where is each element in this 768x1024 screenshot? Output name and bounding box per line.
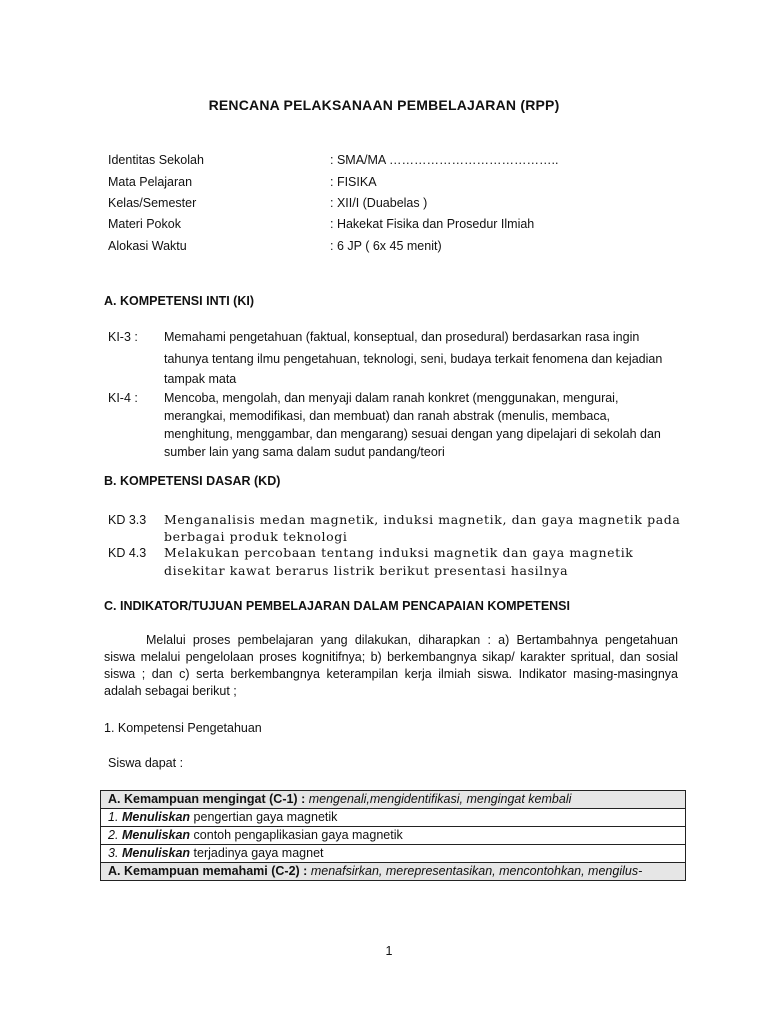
table-row xyxy=(101,791,686,809)
category-label: A. Kemampuan mengingat (C-1) : xyxy=(108,792,306,806)
table-cell xyxy=(101,827,686,845)
identity-value: : SMA/MA ………………………………….. xyxy=(330,153,559,167)
identity-label: Alokasi Waktu xyxy=(108,239,187,253)
category-verbs: menafsirkan, merepresentasikan, mencontohkan, mengilus- xyxy=(307,864,643,878)
ki3-line: Memahami pengetahuan (faktual, konseptual, dan prosedural) berdasarkan rasa ingin xyxy=(164,330,640,344)
item-number: 1. xyxy=(108,810,119,824)
ki4-code: KI-4 : xyxy=(108,391,138,405)
category-verbs: mengenali,mengidentifikasi, mengingat kembali xyxy=(305,792,572,806)
table-row xyxy=(101,845,686,863)
indicator-table xyxy=(100,790,686,881)
ki3-line: tampak mata xyxy=(164,372,237,386)
item-verb: Menuliskan xyxy=(122,846,191,860)
item-number: 2. xyxy=(108,828,119,842)
paragraph-text: Melalui proses pembelajaran yang dilakukan, diharapkan : a) Bertambahnya pengetahuan siswa melalui pengelolaan proses kognitifnya; b) berkembangnya sikap/ karakter spritual, dan sosial siswa ; dan c) serta berkembangnya keterampilan kerja ilmiah siswa. Indikator masing-masingnya adalah sebagai berikut ; xyxy=(104,633,678,698)
item-text: contoh pengaplikasian gaya magnetik xyxy=(190,828,403,842)
ki4-line: menghitung, menggambar, dan mengarang) sesuai dengan yang dipelajari di sekolah dan xyxy=(164,427,661,441)
identity-label: Materi Pokok xyxy=(108,217,181,231)
table-cell xyxy=(101,863,686,881)
identity-value: : Hakekat Fisika dan Prosedur Ilmiah xyxy=(330,217,535,231)
kd33-line: Menganalisis medan magnetik, induksi magnetik, dan gaya magnetik pada xyxy=(164,512,681,527)
section-b-heading: B. KOMPETENSI DASAR (KD) xyxy=(104,474,281,488)
category-label: A. Kemampuan memahami (C-2) : xyxy=(108,864,308,878)
item-number: 3. xyxy=(108,846,119,860)
ki4-line: merangkai, memodifikasi, dan membuat) dan ranah abstrak (menulis, membaca, xyxy=(164,409,611,423)
table-row xyxy=(101,809,686,827)
identity-value: : XII/I (Duabelas ) xyxy=(330,196,428,210)
subsection-1-heading: 1. Kompetensi Pengetahuan xyxy=(104,721,262,735)
item-verb: Menuliskan xyxy=(122,828,191,842)
table-cell xyxy=(101,809,686,827)
kd33-line: berbagai produk teknologi xyxy=(164,529,348,544)
ki4-line: sumber lain yang sama dalam sudut pandang/teori xyxy=(164,445,445,459)
identity-value: : 6 JP ( 6x 45 menit) xyxy=(330,239,442,253)
section-c-heading: C. INDIKATOR/TUJUAN PEMBELAJARAN DALAM PENCAPAIAN KOMPETENSI xyxy=(104,599,570,613)
table-row xyxy=(101,827,686,845)
table-cell xyxy=(101,845,686,863)
item-text: pengertian gaya magnetik xyxy=(190,810,338,824)
kd33-code: KD 3.3 xyxy=(108,513,147,527)
table-row xyxy=(101,863,686,881)
ki3-code: KI-3 : xyxy=(108,330,138,344)
section-c-paragraph xyxy=(104,632,678,700)
kd43-code: KD 4.3 xyxy=(108,546,147,560)
table-cell xyxy=(101,791,686,809)
ki3-line: tahunya tentang ilmu pengetahuan, teknologi, seni, budaya terkait fenomena dan kejadian xyxy=(164,352,663,366)
section-a-heading: A. KOMPETENSI INTI (KI) xyxy=(104,294,254,308)
identity-label: Mata Pelajaran xyxy=(108,175,193,189)
identity-value: : FISIKA xyxy=(330,175,377,189)
ki4-line: Mencoba, mengolah, dan menyaji dalam ranah konkret (menggunakan, mengurai, xyxy=(164,391,619,405)
kd43-line: disekitar kawat berarus listrik berikut presentasi hasilnya xyxy=(164,563,569,578)
subsection-1-intro: Siswa dapat : xyxy=(108,756,184,770)
document-title: RENCANA PELAKSANAAN PEMBELAJARAN (RPP) xyxy=(208,97,560,113)
page-number: 1 xyxy=(385,944,393,958)
item-text: terjadinya gaya magnet xyxy=(190,846,324,860)
item-verb: Menuliskan xyxy=(122,810,191,824)
identity-label: Identitas Sekolah xyxy=(108,153,204,167)
kd43-line: Melakukan percobaan tentang induksi magnetik dan gaya magnetik xyxy=(164,545,634,560)
identity-label: Kelas/Semester xyxy=(108,196,197,210)
